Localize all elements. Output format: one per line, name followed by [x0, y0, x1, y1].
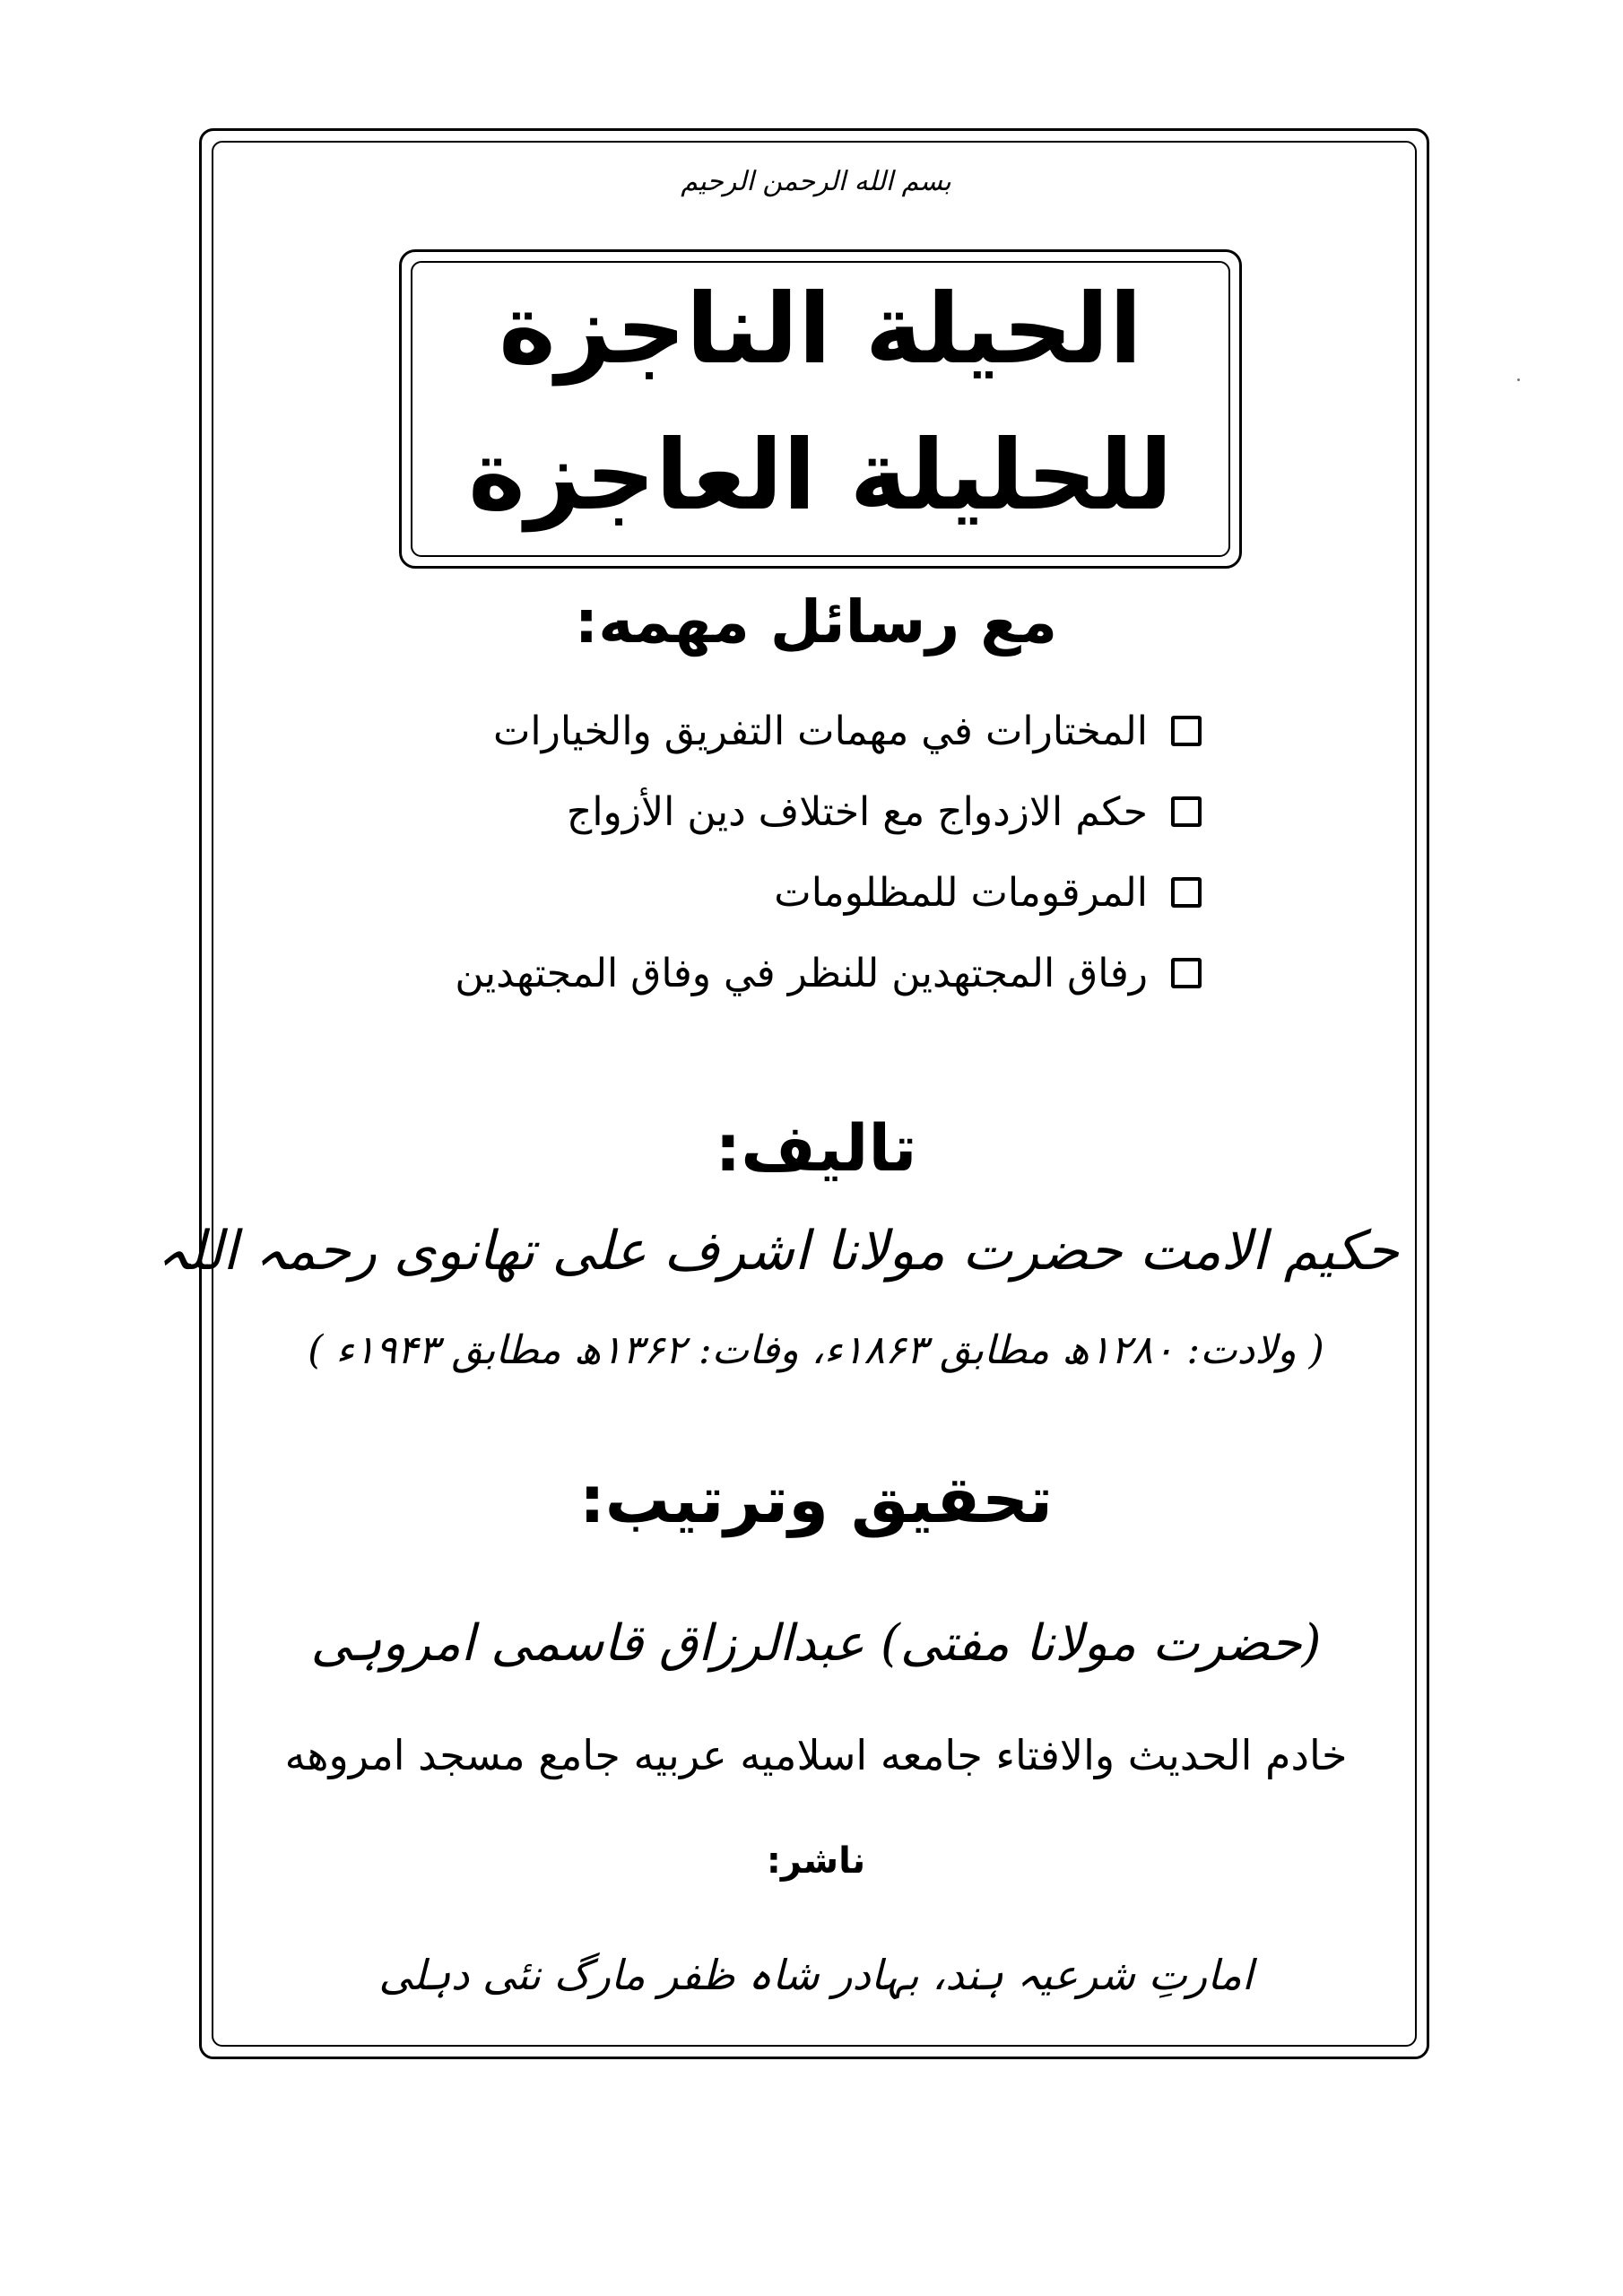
square-bullet-icon	[1171, 716, 1202, 746]
square-bullet-icon	[1171, 958, 1202, 988]
author-name: حکیم الامت حضرت مولانا اشرف علی تھانوی رحمہ اللہ	[157, 1220, 1399, 1283]
treatise-title: رفاق المجتهدين للنظر في وفاق المجتهدين	[455, 950, 1148, 996]
treatise-list	[377, 691, 1202, 1013]
author-dates: ( ولادت: ۱۲۸۰ھ مطابق ۱۸۶۳ء، وفات: ۱۳۶۲ھ مطابق ۱۹۴۳ء )	[308, 1327, 1324, 1373]
square-bullet-icon	[1171, 877, 1202, 908]
treatise-title: حكم الازدواج مع اختلاف دين الأزواج	[566, 788, 1148, 835]
list-item	[377, 933, 1202, 1013]
treatise-title: المرقومات للمظلومات	[774, 869, 1148, 916]
list-item	[377, 691, 1202, 771]
editor-name: (حضرت مولانا مفتی) عبدالرزاق قاسمی امروہی	[310, 1614, 1322, 1673]
publisher-name: امارتِ شرعیہ ہند، بہادر شاہ ظفر مارگ نئی دہلی	[378, 1951, 1254, 1999]
treatise-title: المختارات في مهمات التفريق والخيارات	[492, 708, 1148, 754]
square-bullet-icon	[1171, 796, 1202, 827]
with-treatises-heading: مع رسائل مهمه:	[574, 587, 1058, 657]
basmala-calligraphy: بسم الله الرحمن الرحيم	[681, 166, 951, 197]
title-line-2: للحليلة العاجزة	[468, 420, 1173, 532]
list-item	[377, 852, 1202, 933]
scan-speck	[1517, 378, 1520, 381]
publisher-heading: ناشر:	[766, 1840, 866, 1882]
list-item	[377, 771, 1202, 852]
editing-heading: تحقيق وترتيب:	[578, 1462, 1054, 1537]
title-line-1: الحيلة الناجزة	[499, 274, 1142, 386]
editor-position: خادم الحديث والافتاء جامعه اسلاميه عربيه جامع مسجد امروهه	[284, 1731, 1348, 1779]
authorship-heading: تاليف:	[715, 1110, 917, 1186]
